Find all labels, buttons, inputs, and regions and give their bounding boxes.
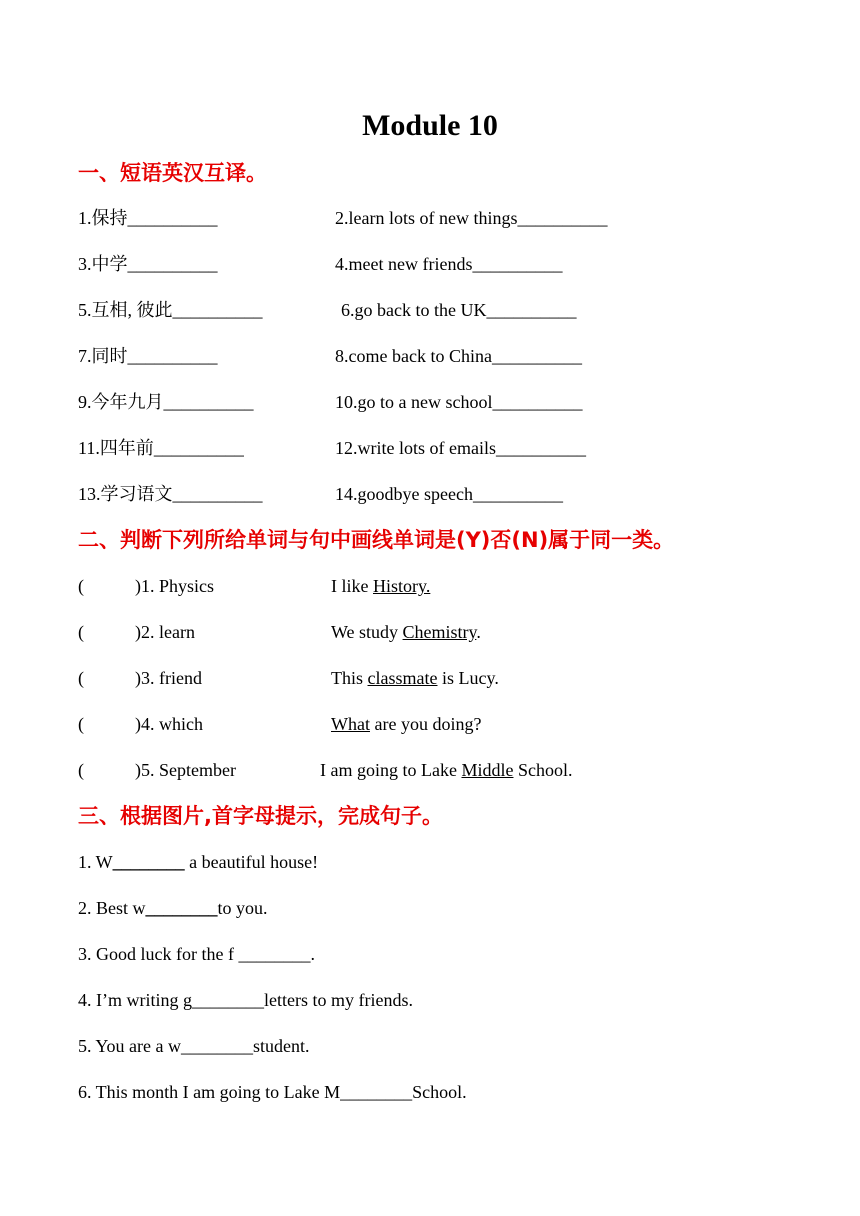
translation-item: 14.goodbye speech__________ (335, 484, 563, 504)
translation-item: 6.go back to the UK__________ (341, 300, 577, 320)
translation-item: 12.write lots of emails__________ (335, 438, 586, 458)
section3-heading: 三、根据图片,首字母提示，完成句子。 (78, 804, 443, 828)
translation-item: 3.中学__________ (78, 254, 218, 274)
judgment-sentence: This classmate is Lucy. (331, 668, 499, 688)
completion-sentence: 2. Best w________to you. (78, 898, 268, 918)
judgment-word: )5. September (135, 760, 236, 780)
judgment-word: )3. friend (135, 668, 202, 688)
judgment-open-paren: ( (78, 760, 84, 780)
translation-item: 7.同时__________ (78, 346, 218, 366)
page-title: Module 10 (362, 109, 498, 142)
judgment-sentence: We study Chemistry. (331, 622, 481, 642)
judgment-sentence: I am going to Lake Middle School. (320, 760, 573, 780)
judgment-open-paren: ( (78, 714, 84, 734)
translation-item: 4.meet new friends__________ (335, 254, 563, 274)
translation-item: 13.学习语文__________ (78, 484, 263, 504)
translation-item: 8.come back to China__________ (335, 346, 582, 366)
translation-item: 9.今年九月__________ (78, 392, 254, 412)
completion-sentence: 1. W________ a beautiful house! (78, 852, 319, 872)
completion-sentence: 6. This month I am going to Lake M________School. (78, 1082, 467, 1102)
completion-sentence: 5. You are a w________student. (78, 1036, 310, 1056)
judgment-word: )2. learn (135, 622, 195, 642)
completion-sentence: 3. Good luck for the f ________. (78, 944, 315, 964)
section1-heading: 一、短语英汉互译。 (78, 161, 267, 185)
translation-item: 10.go to a new school__________ (335, 392, 583, 412)
translation-item: 2.learn lots of new things__________ (335, 208, 608, 228)
translation-item: 1.保持__________ (78, 208, 218, 228)
translation-item: 5.互相, 彼此__________ (78, 300, 263, 320)
judgment-sentence: What are you doing? (331, 714, 482, 734)
judgment-word: )1. Physics (135, 576, 215, 596)
completion-sentence: 4. I’m writing g________letters to my friends. (78, 990, 413, 1010)
judgment-open-paren: ( (78, 576, 84, 596)
translation-item: 11.四年前__________ (78, 438, 244, 458)
judgment-sentence: I like History. (331, 576, 431, 596)
judgment-word: )4. which (135, 714, 203, 734)
judgment-open-paren: ( (78, 622, 84, 642)
judgment-open-paren: ( (78, 668, 84, 688)
section2-heading: 二、判断下列所给单词与句中画线单词是(Y)否(N)属于同一类。 (78, 528, 675, 552)
